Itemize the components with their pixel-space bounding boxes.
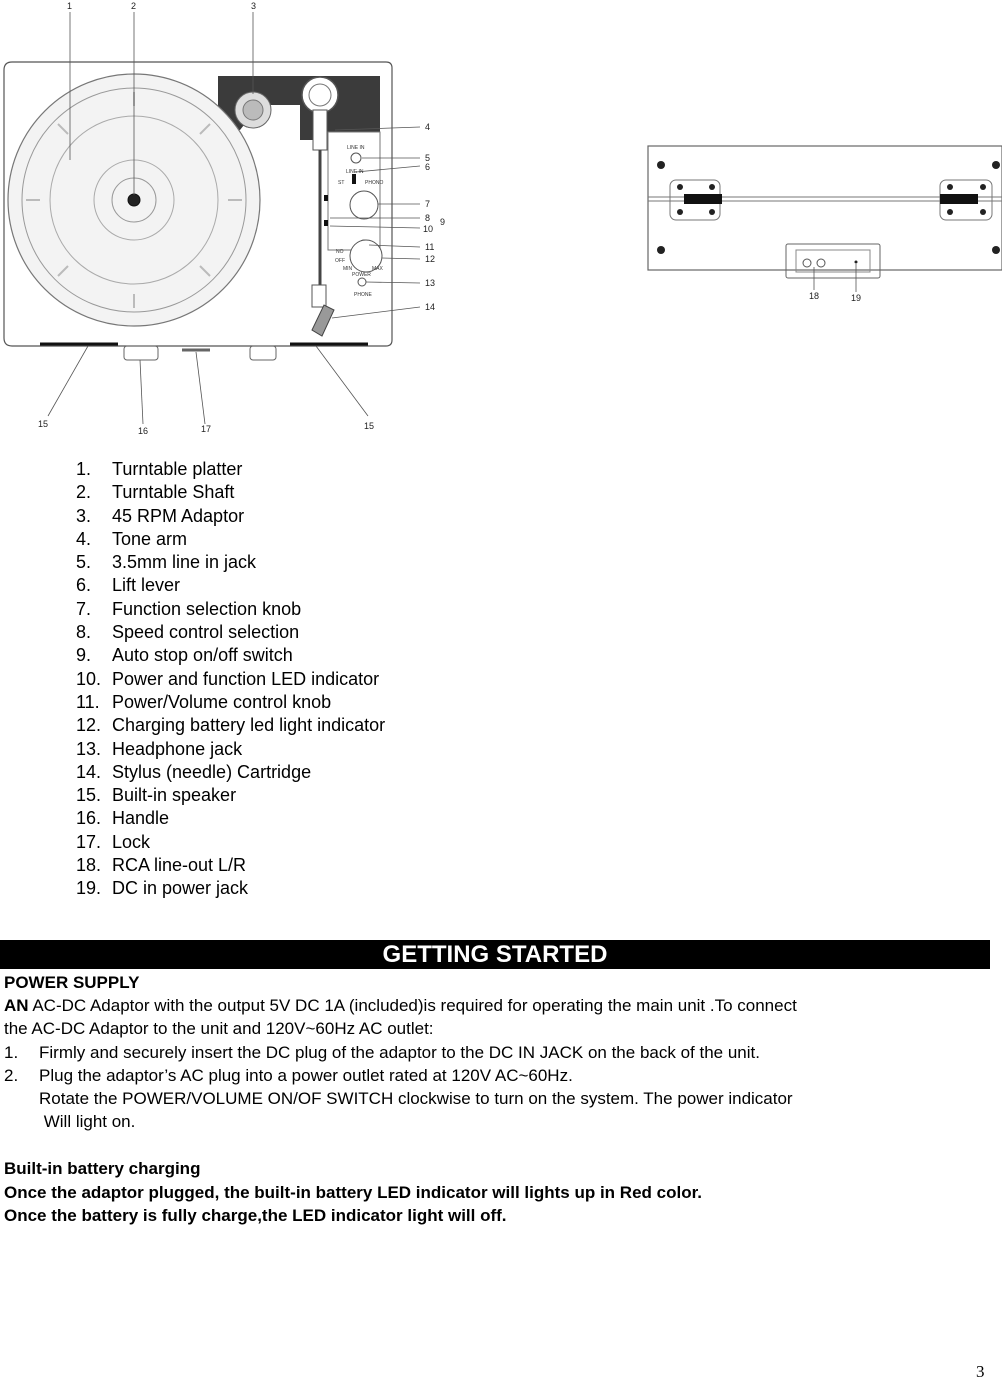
item-number: 14. <box>76 761 102 782</box>
callout-18: 18 <box>809 291 820 301</box>
list-item <box>76 855 385 878</box>
item-label: Charging battery led light indicator <box>112 715 386 736</box>
list-item <box>76 785 385 808</box>
callout-7: 7 <box>425 199 431 209</box>
list-item <box>76 878 385 901</box>
callout-16: 16 <box>138 426 149 436</box>
item-number: 8. <box>76 622 92 643</box>
list-item <box>76 482 385 505</box>
item-number: 9. <box>76 645 92 666</box>
item-number: 5. <box>76 552 92 573</box>
list-item <box>76 808 385 831</box>
intro-prefix: AN <box>4 996 29 1015</box>
item-number: 13. <box>76 738 102 759</box>
item-number: 15. <box>76 785 102 806</box>
item-label: Turntable Shaft <box>112 482 235 503</box>
callout-8: 8 <box>425 213 431 223</box>
item-label: Lock <box>112 831 151 852</box>
item-label: RCA line-out L/R <box>112 855 247 876</box>
step-2 <box>4 1066 573 1086</box>
callout-14: 14 <box>425 302 436 312</box>
item-label: Stylus (needle) Cartridge <box>112 761 312 782</box>
turntable-top-view <box>4 12 420 424</box>
list-item <box>76 739 385 762</box>
page-number: 3 <box>976 1362 985 1381</box>
callout-13: 13 <box>425 278 436 288</box>
list-item <box>76 506 385 529</box>
label-no: NO <box>336 249 344 255</box>
label-line-in: LINE IN <box>347 145 365 151</box>
battery-heading: Built-in battery charging <box>4 1159 201 1178</box>
callout-11: 11 <box>425 242 435 252</box>
item-number: 4. <box>76 528 92 549</box>
item-label: Auto stop on/off switch <box>112 645 293 666</box>
callout-19: 19 <box>851 293 862 303</box>
callout-6: 6 <box>425 162 431 172</box>
intro-line-1 <box>4 996 797 1016</box>
list-item <box>76 669 385 692</box>
step-number: 2. <box>4 1066 19 1085</box>
list-item <box>76 575 385 598</box>
item-label: Power and function LED indicator <box>112 668 380 689</box>
label-st: ST <box>338 180 345 186</box>
item-number: 2. <box>76 482 92 503</box>
item-label: Power/Volume control knob <box>112 691 332 712</box>
step-1 <box>4 1043 760 1063</box>
callout-17: 17 <box>201 424 212 434</box>
label-line-in-2: LINE IN <box>346 169 364 175</box>
label-phono: PHONO <box>365 180 384 186</box>
item-number: 10. <box>76 668 102 689</box>
item-label: 45 RPM Adaptor <box>112 505 245 526</box>
callout-12: 12 <box>425 254 436 264</box>
intro-line-2: the AC-DC Adaptor to the unit and 120V~60Hz AC outlet: <box>4 1019 434 1038</box>
battery-line-2: Once the battery is fully charge,the LED indicator light will off. <box>4 1206 507 1225</box>
step-2-continued-2: Will light on. <box>39 1112 136 1131</box>
callout-3: 3 <box>251 1 257 11</box>
callout-4: 4 <box>425 122 431 132</box>
callout-9: 9 <box>440 217 446 227</box>
list-item <box>76 645 385 668</box>
item-label: Lift lever <box>112 575 181 596</box>
turntable-diagrams <box>0 0 1002 440</box>
callout-10: 10 <box>423 224 434 234</box>
item-number: 7. <box>76 598 92 619</box>
step-2-continued: Rotate the POWER/VOLUME ON/OF SWITCH clockwise to turn on the system. The power indicator <box>39 1089 793 1108</box>
item-label: DC in power jack <box>112 878 249 899</box>
item-number: 17. <box>76 831 102 852</box>
callout-1: 1 <box>67 1 73 11</box>
list-item <box>76 599 385 622</box>
item-number: 1. <box>76 459 92 479</box>
list-item <box>76 459 385 482</box>
item-number: 16. <box>76 808 102 829</box>
parts-list <box>76 459 385 902</box>
list-item <box>76 715 385 738</box>
item-label: Handle <box>112 808 170 829</box>
item-number: 3. <box>76 505 92 526</box>
item-label: Tone arm <box>112 528 188 549</box>
list-item <box>76 622 385 645</box>
list-item <box>76 529 385 552</box>
label-max: MAX <box>372 266 383 272</box>
turntable-back-view <box>648 146 1002 292</box>
item-label: Function selection knob <box>112 598 302 619</box>
callout-15-left: 15 <box>38 419 49 429</box>
battery-line-1: Once the adaptor plugged, the built-in battery LED indicator will lights up in Red color. <box>4 1183 702 1202</box>
label-phone: PHONE <box>354 292 372 298</box>
list-item <box>76 552 385 575</box>
item-number: 19. <box>76 878 102 899</box>
intro-text: AC-DC Adaptor with the output 5V DC 1A (included)is required for operating the main unit .To connect <box>28 996 797 1015</box>
item-number: 11. <box>76 691 100 712</box>
label-min: MIN <box>343 266 353 272</box>
list-item <box>76 832 385 855</box>
item-label: Turntable platter <box>112 459 243 479</box>
power-supply-heading: POWER SUPPLY <box>4 973 140 992</box>
item-number: 18. <box>76 855 102 876</box>
step-text: Plug the adaptor’s AC plug into a power outlet rated at 120V AC~60Hz. <box>39 1066 573 1085</box>
label-power: POWER <box>352 272 371 278</box>
callout-5: 5 <box>425 153 431 163</box>
step-number: 1. <box>4 1043 19 1062</box>
item-label: 3.5mm line in jack <box>112 552 257 573</box>
list-item <box>76 762 385 785</box>
item-label: Headphone jack <box>112 738 243 759</box>
item-number: 12. <box>76 715 102 736</box>
item-label: Speed control selection <box>112 622 300 643</box>
item-label: Built-in speaker <box>112 785 237 806</box>
step-text: Firmly and securely insert the DC plug of the adaptor to the DC IN JACK on the back of the unit. <box>39 1043 760 1062</box>
label-off: OFF <box>335 258 345 264</box>
item-number: 6. <box>76 575 92 596</box>
list-item <box>76 692 385 715</box>
callout-15-right: 15 <box>364 421 375 431</box>
callout-2: 2 <box>131 1 137 11</box>
section-title-banner: GETTING STARTED <box>0 940 990 969</box>
